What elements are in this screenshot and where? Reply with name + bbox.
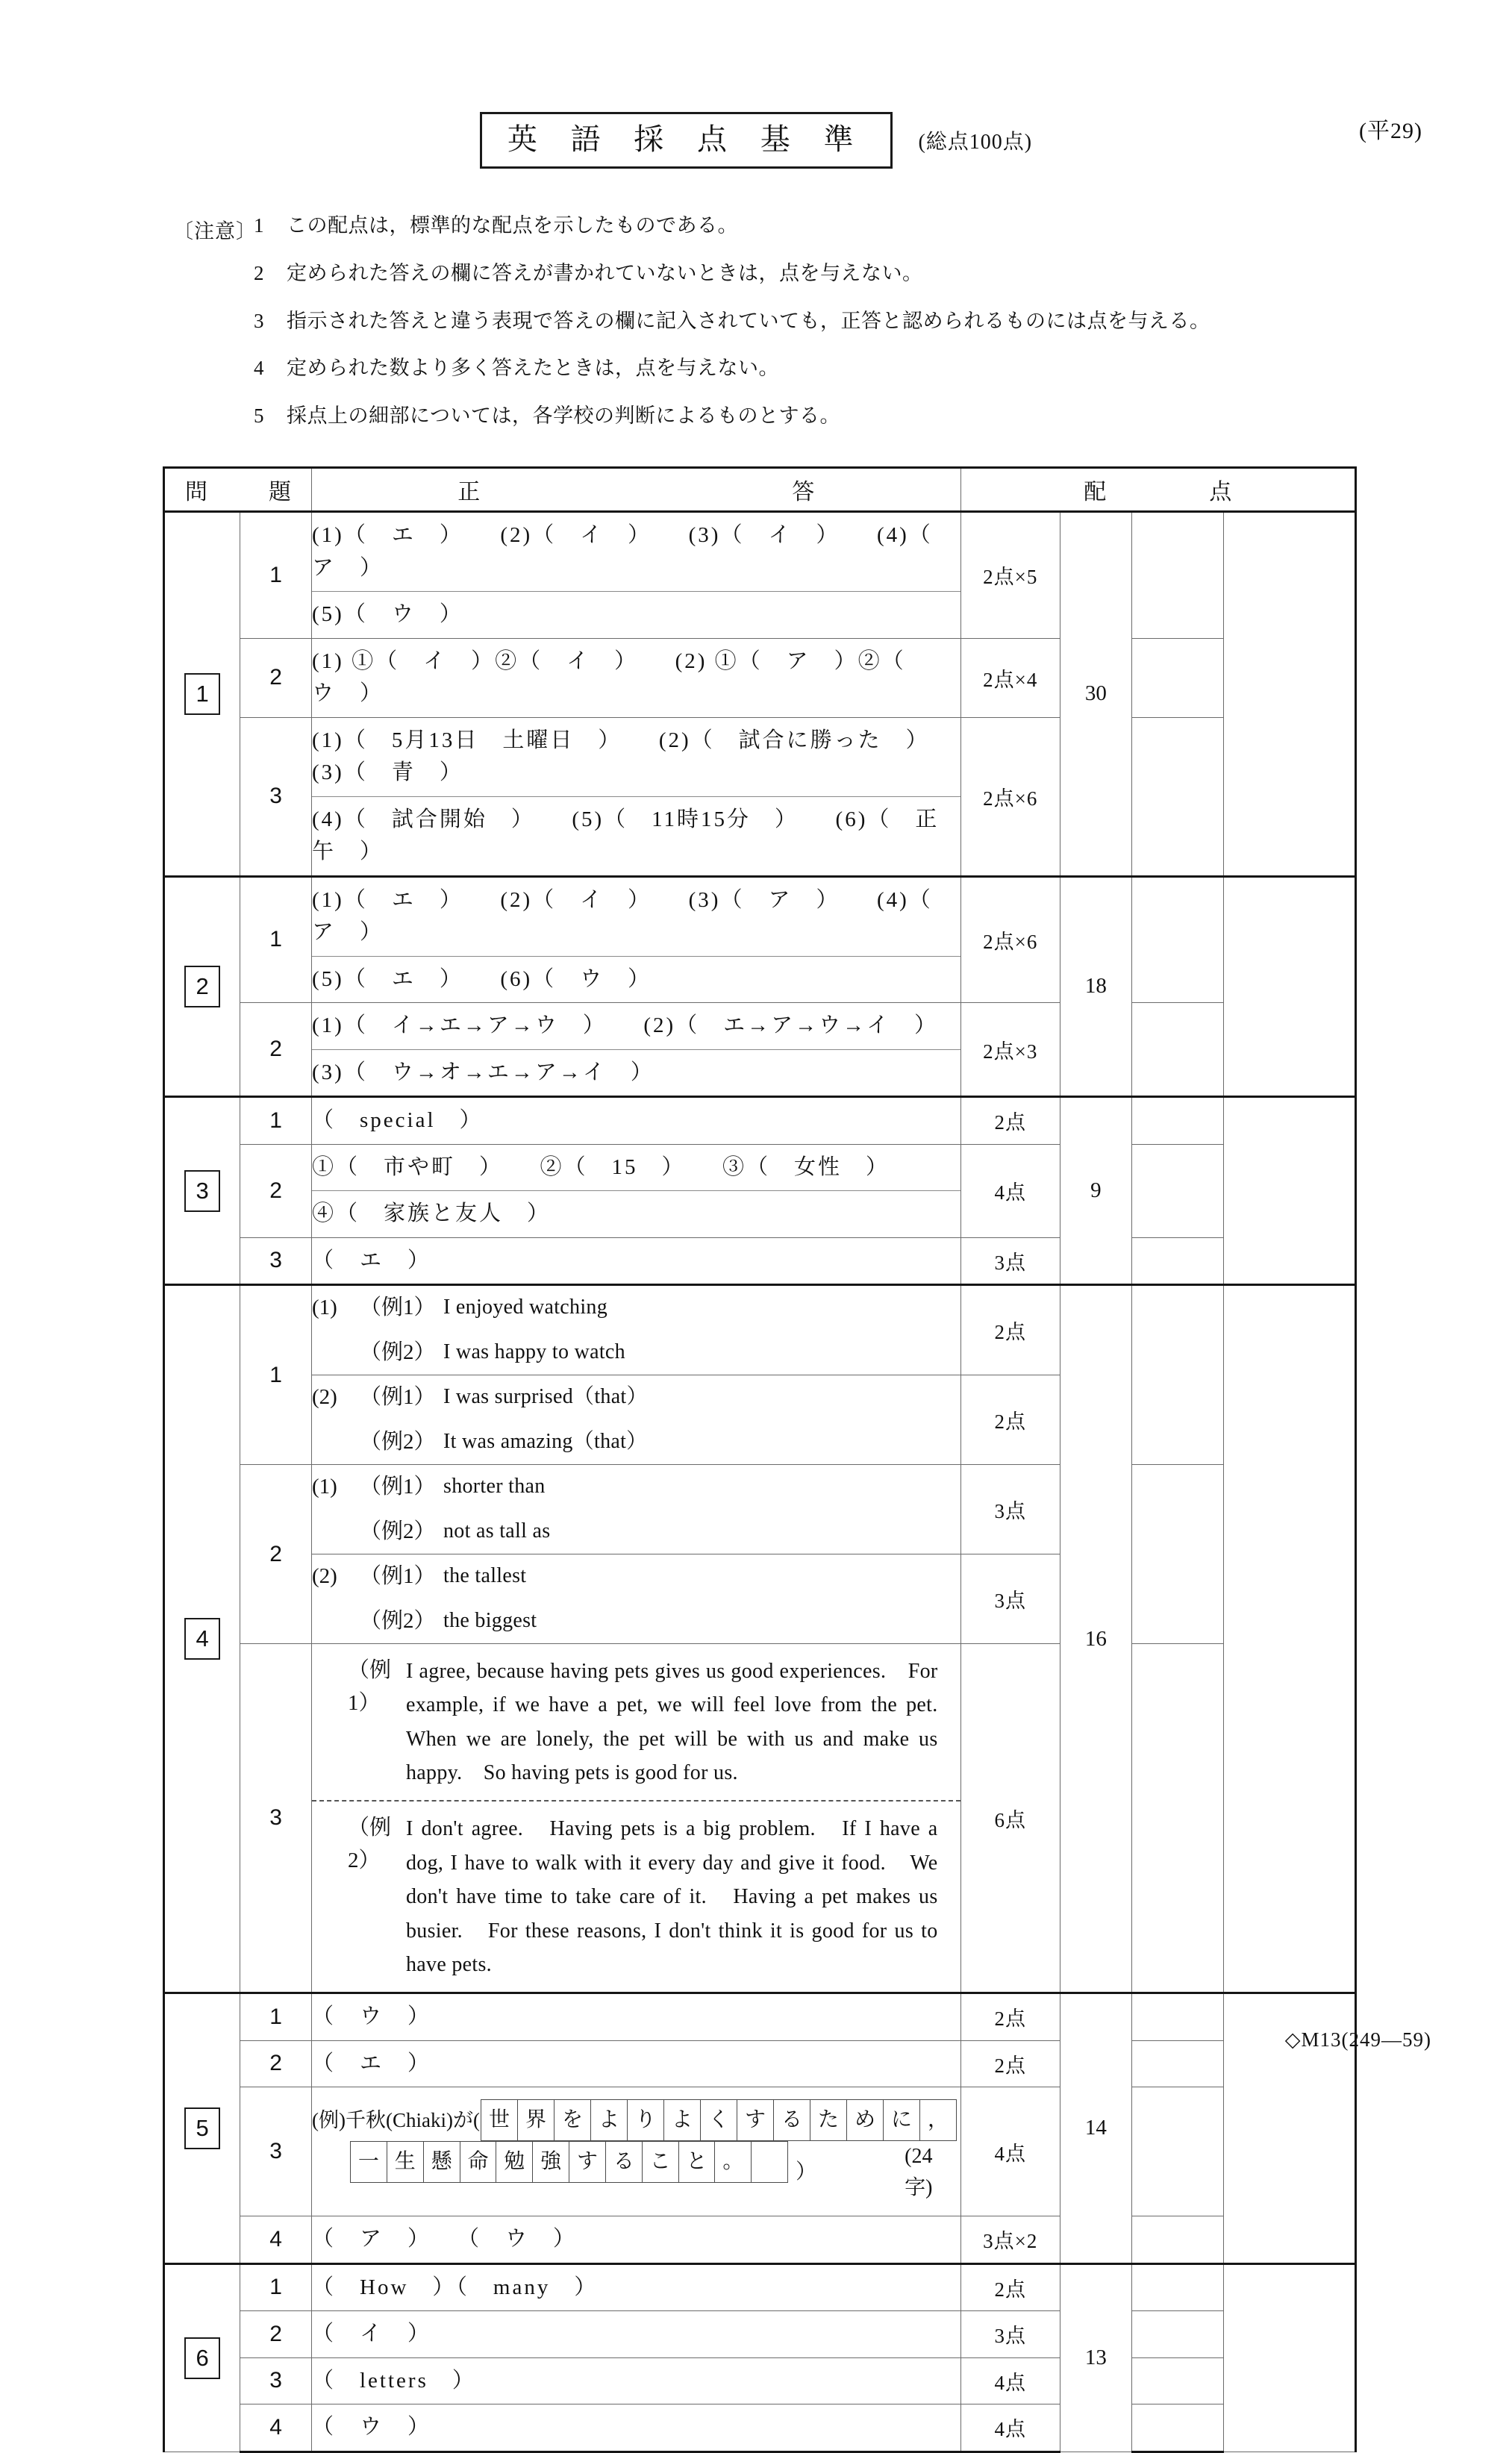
grid-cell: 世 <box>481 2099 518 2141</box>
answer-line: (5)（ ウ ） <box>312 591 960 638</box>
question-number-cell: 3 <box>240 2087 312 2216</box>
table-row <box>164 1285 1356 1375</box>
table-row <box>164 876 1356 1003</box>
answer-line: (1)（ イ→エ→ア→ウ ） (2)（ エ→ア→ウ→イ ） <box>312 1013 939 1037</box>
grid-cell: た <box>810 2099 847 2141</box>
note-text: 採点上の細部については，各学校の判断によるものとする。 <box>287 404 840 427</box>
answer-line: ①（ 市や町 ） ②（ 15 ） ③（ 女性 ） <box>312 1154 890 1179</box>
points-per-item-cell: 2点 <box>960 1097 1060 1145</box>
grid-cell: 懸 <box>423 2141 460 2183</box>
section-number-cell <box>164 1097 240 1285</box>
answer-cell <box>312 1554 961 1644</box>
question-number-cell: 1 <box>240 512 312 639</box>
grid-cell: 生 <box>387 2141 424 2183</box>
header-points: 配 点 <box>960 468 1355 512</box>
note-text: 定められた答えの欄に答えが書かれていないときは，点を与えない。 <box>287 261 923 284</box>
grading-blank-cell-1[interactable] <box>1131 1465 1223 1644</box>
answer-line: ④（ 家族と友人 ） <box>312 1190 960 1237</box>
grid-cell: よ <box>590 2099 628 2141</box>
question-number-cell: 2 <box>240 1003 312 1097</box>
answer-example-line <box>312 1331 960 1375</box>
answer-character-grid <box>312 2087 960 2216</box>
grading-blank-cell-1[interactable] <box>1131 638 1223 717</box>
table-row <box>164 1237 1356 1285</box>
example-label: （例1） <box>360 1475 436 1499</box>
points-per-item-cell: 4点 <box>960 1144 1060 1237</box>
points-per-item-cell: 2点 <box>960 2040 1060 2087</box>
title-area <box>0 112 1512 169</box>
answer-cell <box>312 1465 961 1554</box>
table-row <box>164 512 1356 639</box>
section-number-box: 6 <box>184 2337 220 2379</box>
answer-line: (4)（ 試合開始 ） (5)（ 11時15分 ） (6)（ 正午 ） <box>312 796 960 875</box>
page-title: 英 語 採 点 基 準 <box>480 112 893 169</box>
points-per-item-cell: 3点 <box>960 1237 1060 1285</box>
grading-blank-cell-1[interactable] <box>1131 1237 1223 1285</box>
note-number: 5 <box>254 404 264 427</box>
scoring-table-body <box>164 468 1356 2452</box>
grading-blank-cell-2[interactable] <box>1223 1097 1355 1285</box>
table-row <box>164 2216 1356 2264</box>
grid-cell: に <box>883 2099 920 2141</box>
question-number-cell: 2 <box>240 2040 312 2087</box>
grading-blank-cell-2[interactable] <box>1223 1285 1355 1993</box>
answer-cell <box>312 1644 961 1993</box>
grading-blank-cell-1[interactable] <box>1131 2311 1223 2358</box>
answer-cell <box>312 717 967 876</box>
note-item <box>254 213 1397 239</box>
grading-blank-cell-1[interactable] <box>1131 717 1223 876</box>
essay-label: （例2） <box>348 1816 392 1872</box>
answer-cell <box>312 2087 961 2216</box>
points-per-item-cell: 2点 <box>960 1375 1060 1465</box>
answer-line: （ letters ） <box>312 2368 476 2393</box>
grading-blank-cell-2[interactable] <box>1223 876 1355 1097</box>
table-row <box>164 2404 1356 2452</box>
answer-example-line <box>312 1375 960 1420</box>
answer-line: （ ア ） （ ウ ） <box>312 2227 578 2252</box>
note-item <box>254 356 1397 381</box>
page-header <box>0 0 1512 157</box>
table-row <box>164 1003 1356 1097</box>
grid-cell: 一 <box>350 2141 387 2183</box>
section-total-cell: 18 <box>1060 876 1131 1097</box>
essay-example <box>312 1800 960 1992</box>
note-item <box>254 404 1397 429</box>
example-text: the tallest <box>443 1564 527 1587</box>
question-number-cell: 3 <box>240 1644 312 1993</box>
answer-line: (1) ①（ イ ）②（ イ ） (2) ①（ ア ）②（ ウ ） <box>312 649 930 705</box>
note-number: 1 <box>254 214 264 237</box>
answer-line: （ エ ） <box>312 1248 432 1272</box>
points-per-item-cell: 2点 <box>960 1993 1060 2041</box>
grading-blank-cell-1[interactable] <box>1131 876 1223 1003</box>
grid-cell: ， <box>919 2099 957 2141</box>
question-number-cell: 1 <box>240 1285 312 1465</box>
table-row <box>164 1097 1356 1145</box>
section-number-box: 3 <box>184 1170 220 1212</box>
example-text: I enjoyed watching <box>443 1296 607 1319</box>
points-per-item-cell: 4点 <box>960 2357 1060 2404</box>
note-item <box>254 309 1397 334</box>
grading-blank-cell-1[interactable] <box>1131 1993 1223 2041</box>
grid-cell: る <box>605 2141 643 2183</box>
answer-subnumber: (2) <box>312 1385 337 1409</box>
question-number-cell: 3 <box>240 1237 312 1285</box>
question-number-cell: 2 <box>240 638 312 717</box>
grid-cell: め <box>846 2099 884 2141</box>
table-row <box>164 638 1356 717</box>
grid-cell: 界 <box>517 2099 554 2141</box>
section-number-cell <box>164 1285 240 1993</box>
era-label: (平29) <box>1359 119 1422 143</box>
answer-cell <box>312 2216 961 2264</box>
question-number-cell: 1 <box>240 1993 312 2041</box>
grid-cell: こ <box>642 2141 679 2183</box>
answer-cell <box>312 1285 961 1375</box>
grid-cell: を <box>554 2099 591 2141</box>
example-label: （例2） <box>360 1608 436 1633</box>
grid-cell: す <box>569 2141 606 2183</box>
section-number-box: 1 <box>184 673 220 715</box>
answer-subnumber <box>312 1516 360 1549</box>
answer-line: (3)（ ウ→オ→エ→ア→イ ） <box>312 1049 960 1096</box>
section-number-box: 4 <box>184 1618 220 1660</box>
section-number-cell <box>164 512 240 877</box>
footer-code: ◇M13(249—59) <box>1284 2028 1431 2051</box>
section-number-cell <box>164 876 240 1097</box>
example-label: （例1） <box>360 1385 436 1409</box>
table-row <box>164 2040 1356 2087</box>
note-item <box>254 261 1397 287</box>
points-per-item-cell: 6点 <box>960 1644 1060 1993</box>
example-text: not as tall as <box>443 1519 551 1543</box>
grid-cell: 命 <box>460 2141 497 2183</box>
answer-line: （ How ）（ many ） <box>312 2275 599 2299</box>
answer-line: （ special ） <box>312 1108 484 1132</box>
answer-line: (1)（ エ ） (2)（ イ ） (3)（ ア ） (4)（ ア ） <box>312 887 957 944</box>
grading-blank-cell-1[interactable] <box>1131 1285 1223 1465</box>
question-number-cell: 3 <box>240 2357 312 2404</box>
table-row <box>164 717 1356 876</box>
answer-line: (1)（ 5月13日 土曜日 ） (2)（ 試合に勝った ） (3)（ 青 ） <box>312 728 967 784</box>
table-row <box>164 2357 1356 2404</box>
grading-blank-cell-2[interactable] <box>1223 512 1355 877</box>
example-text: It was amazing（that） <box>443 1429 648 1453</box>
grading-blank-cell-1[interactable] <box>1131 2040 1223 2087</box>
note-number: 3 <box>254 309 264 332</box>
answer-cell <box>312 2357 961 2404</box>
answer-cell <box>312 1003 961 1097</box>
notes-list <box>254 213 1397 429</box>
table-row <box>164 2263 1356 2311</box>
answer-cell <box>312 2311 961 2358</box>
essay-label: （例1） <box>348 1658 392 1715</box>
answer-line: (5)（ エ ） (6)（ ウ ） <box>312 956 960 1003</box>
points-per-item-cell: 4点 <box>960 2404 1060 2452</box>
answer-cell <box>312 2040 961 2087</box>
question-number-cell: 3 <box>240 717 312 876</box>
grid-lead-text: (例)千秋(Chiaki)が( <box>312 2108 480 2131</box>
question-number-cell: 2 <box>240 2311 312 2358</box>
grading-blank-cell-1[interactable] <box>1131 1003 1223 1097</box>
example-label: （例2） <box>360 1519 436 1543</box>
points-per-item-cell: 3点 <box>960 1465 1060 1554</box>
points-per-item-cell: 3点 <box>960 2311 1060 2358</box>
points-per-item-cell: 2点×4 <box>960 638 1060 717</box>
note-text: 指示された答えと違う表現で答えの欄に記入されていても，正答と認められるものには点を与える。 <box>287 309 1210 332</box>
answer-subnumber <box>312 1337 360 1369</box>
example-text: I was surprised（that） <box>443 1385 648 1408</box>
answer-line: (1)（ エ ） (2)（ イ ） (3)（ イ ） (4)（ ア ） <box>312 523 957 580</box>
total-points-note: (総点100点) <box>918 131 1033 154</box>
note-number: 4 <box>254 357 264 380</box>
answer-example-line <box>312 1465 960 1510</box>
answer-cell <box>312 638 961 717</box>
table-row <box>164 1144 1356 1237</box>
question-number-cell: 2 <box>240 1144 312 1237</box>
grid-row-2 <box>351 2141 960 2204</box>
answer-line: （ エ ） <box>312 2051 432 2075</box>
answer-subnumber <box>312 1605 360 1638</box>
grading-blank-cell-1[interactable] <box>1131 1144 1223 1237</box>
grid-cell: 。 <box>714 2141 752 2183</box>
example-label: （例1） <box>360 1564 436 1588</box>
answer-cell <box>312 876 961 1003</box>
points-per-item-cell: 3点×2 <box>960 2216 1060 2264</box>
essay-example <box>312 1644 960 1800</box>
answer-cell <box>312 2404 961 2452</box>
grading-blank-cell-1[interactable] <box>1131 2263 1223 2311</box>
grading-blank-cell-1[interactable] <box>1131 1097 1223 1145</box>
table-row <box>164 1993 1356 2041</box>
grid-cell: る <box>773 2099 810 2141</box>
table-row <box>164 2087 1356 2216</box>
answer-cell <box>312 1375 961 1465</box>
grid-cell: す <box>737 2099 774 2141</box>
answer-subnumber: (2) <box>312 1564 337 1588</box>
answer-line: （ ウ ） <box>312 2415 432 2440</box>
grid-cell: り <box>627 2099 664 2141</box>
example-text: shorter than <box>443 1475 546 1498</box>
section-total-cell: 14 <box>1060 1993 1131 2264</box>
answer-example-line <box>312 1510 960 1554</box>
grid-cell: 勉 <box>496 2141 533 2183</box>
grid-cell: よ <box>663 2099 701 2141</box>
section-total-cell: 16 <box>1060 1285 1131 1993</box>
note-text: 定められた数より多く答えたときは，点を与えない。 <box>287 357 779 380</box>
grid-row-1 <box>312 2099 960 2141</box>
grid-cell: 強 <box>532 2141 569 2183</box>
question-number-cell: 4 <box>240 2404 312 2452</box>
answer-subnumber: (1) <box>312 1475 337 1499</box>
question-number-cell: 1 <box>240 1097 312 1145</box>
grading-blank-cell-1[interactable] <box>1131 2404 1223 2452</box>
answer-subnumber: (1) <box>312 1296 337 1319</box>
essay-text: I don't agree. Having pets is a big problem. If I have a dog, I have to walk with it every day and give it food. We don't have time to take care of it. Having a pet makes us busier. For these reasons, I don't think it is good for us to have pets. <box>406 1817 938 1976</box>
points-per-item-cell: 2点 <box>960 1285 1060 1375</box>
answer-example-line <box>312 1286 960 1331</box>
scoring-table <box>163 466 1357 2453</box>
question-number-cell: 1 <box>240 876 312 1003</box>
grading-blank-cell-1[interactable] <box>1131 1644 1223 1993</box>
section-total-cell: 30 <box>1060 512 1131 877</box>
section-number-cell <box>164 1993 240 2264</box>
note-text: この配点は，標準的な配点を示したものである。 <box>287 214 738 237</box>
answer-cell <box>312 1097 961 1145</box>
answer-example-line <box>312 1554 960 1599</box>
answer-line: （ イ ） <box>312 2322 432 2346</box>
grid-closing-paren: ） <box>796 2160 817 2184</box>
notes-label: 〔注意〕 <box>173 220 257 243</box>
grading-blank-cell-2[interactable] <box>1223 2263 1355 2452</box>
question-number-cell: 2 <box>240 1465 312 1644</box>
grading-blank-cell-1[interactable] <box>1131 2087 1223 2216</box>
example-label: （例2） <box>360 1429 436 1454</box>
table-row <box>164 1644 1356 1993</box>
points-per-item-cell: 4点 <box>960 2087 1060 2216</box>
question-number-cell: 1 <box>240 2263 312 2311</box>
points-per-item-cell: 2点×3 <box>960 1003 1060 1097</box>
section-total-cell: 13 <box>1060 2263 1131 2452</box>
answer-cell <box>312 1144 961 1237</box>
grid-char-count: (24字) <box>905 2145 933 2200</box>
grid-cell: く <box>700 2099 737 2141</box>
answer-example-line <box>312 1420 960 1465</box>
header-answer: 正 答 <box>312 468 961 512</box>
table-row <box>164 1465 1356 1554</box>
example-label: （例2） <box>360 1340 436 1364</box>
points-per-item-cell: 2点×6 <box>960 876 1060 1003</box>
section-number-box: 5 <box>184 2107 220 2149</box>
grid-cell: と <box>678 2141 716 2183</box>
section-number-box: 2 <box>184 966 220 1007</box>
answer-cell <box>312 2263 961 2311</box>
table-header-row <box>164 468 1356 512</box>
answer-cell <box>312 1237 961 1285</box>
points-per-item-cell: 2点×5 <box>960 512 1060 639</box>
points-per-item-cell: 3点 <box>960 1554 1060 1644</box>
example-text: I was happy to watch <box>443 1340 625 1363</box>
table-row <box>164 2311 1356 2358</box>
section-number-cell <box>164 2263 240 2452</box>
grid-cell <box>751 2141 788 2183</box>
essay-text: I agree, because having pets gives us good experiences. For example, if we have a pet, we will feel love from the pet. When we are lonely, the pet will be with us and make us happy. So having pets is good for us. <box>406 1660 959 1785</box>
grading-blank-cell-1[interactable] <box>1131 2216 1223 2264</box>
answer-cell <box>312 1993 961 2041</box>
grading-blank-cell-1[interactable] <box>1131 512 1223 639</box>
header-question: 問 題 <box>164 468 312 512</box>
answer-line: （ ウ ） <box>312 2004 432 2029</box>
points-per-item-cell: 2点×6 <box>960 717 1060 876</box>
grading-blank-cell-1[interactable] <box>1131 2357 1223 2404</box>
points-per-item-cell: 2点 <box>960 2263 1060 2311</box>
answer-example-line <box>312 1599 960 1644</box>
section-total-cell: 9 <box>1060 1097 1131 1285</box>
example-text: the biggest <box>443 1608 537 1632</box>
note-number: 2 <box>254 261 264 284</box>
answer-subnumber <box>312 1426 360 1459</box>
question-number-cell: 4 <box>240 2216 312 2264</box>
answer-cell <box>312 512 961 639</box>
notes-block <box>173 213 1397 451</box>
example-label: （例1） <box>360 1296 436 1319</box>
